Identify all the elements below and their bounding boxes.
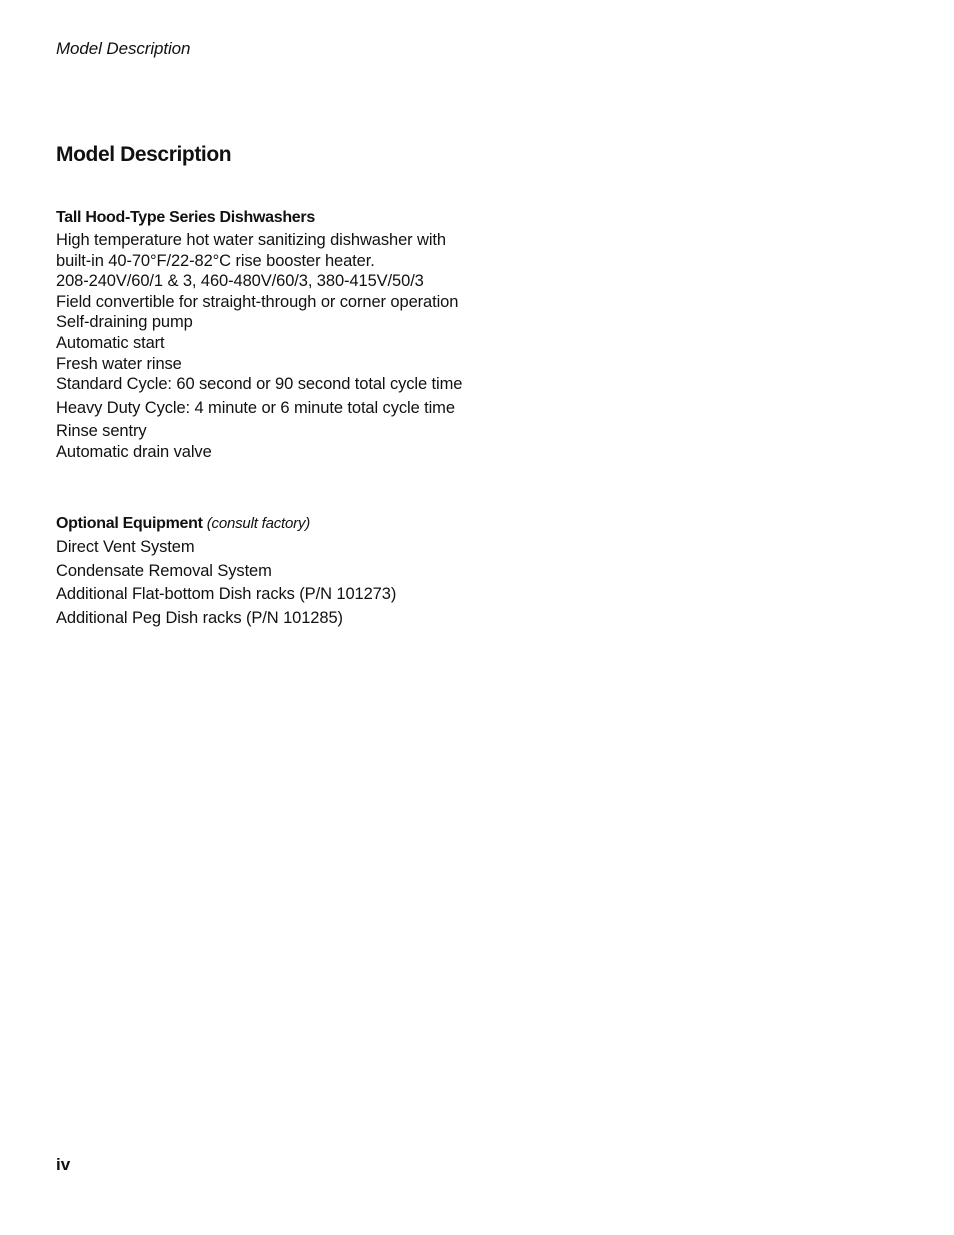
feature-line: High temperature hot water sanitizing dishwasher with bbox=[56, 231, 446, 249]
dishwashers-heading: Tall Hood-Type Series Dishwashers bbox=[56, 209, 315, 226]
feature-line: Self-draining pump bbox=[56, 313, 193, 332]
optional-item: Direct Vent System bbox=[56, 538, 195, 556]
feature-line: Fresh water rinse bbox=[56, 354, 182, 373]
optional-item: Additional Peg Dish racks (P/N 101285) bbox=[56, 608, 343, 627]
optional-equipment-note: (consult factory) bbox=[206, 515, 311, 532]
running-header: Model Description bbox=[56, 39, 191, 58]
dishwashers-section bbox=[56, 208, 462, 463]
optional-equipment-heading bbox=[56, 514, 396, 534]
feature-line: Standard Cycle: 60 second or 90 second total cycle time bbox=[56, 375, 463, 394]
page-title: Model Description bbox=[56, 143, 232, 166]
optional-item: Condensate Removal System bbox=[56, 561, 272, 580]
feature-line: Heavy Duty Cycle: 4 minute or 6 minute total cycle time bbox=[56, 398, 455, 417]
page-number: iv bbox=[56, 1155, 71, 1174]
optional-equipment-section bbox=[56, 514, 396, 630]
feature-line: 208-240V/60/1 & 3, 460-480V/60/3, 380-415V/50/3 bbox=[56, 272, 424, 291]
optional-item: Additional Flat-bottom Dish racks (P/N 101273) bbox=[56, 585, 397, 604]
feature-line: Field convertible for straight-through or corner operation bbox=[56, 292, 459, 311]
feature-line: Automatic drain valve bbox=[56, 442, 212, 461]
feature-line: built-in 40-70°F/22-82°C rise booster heater. bbox=[56, 251, 375, 270]
feature-line: Automatic start bbox=[56, 333, 165, 352]
feature-line: Rinse sentry bbox=[56, 422, 147, 441]
optional-equipment-title: Optional Equipment bbox=[56, 515, 203, 532]
